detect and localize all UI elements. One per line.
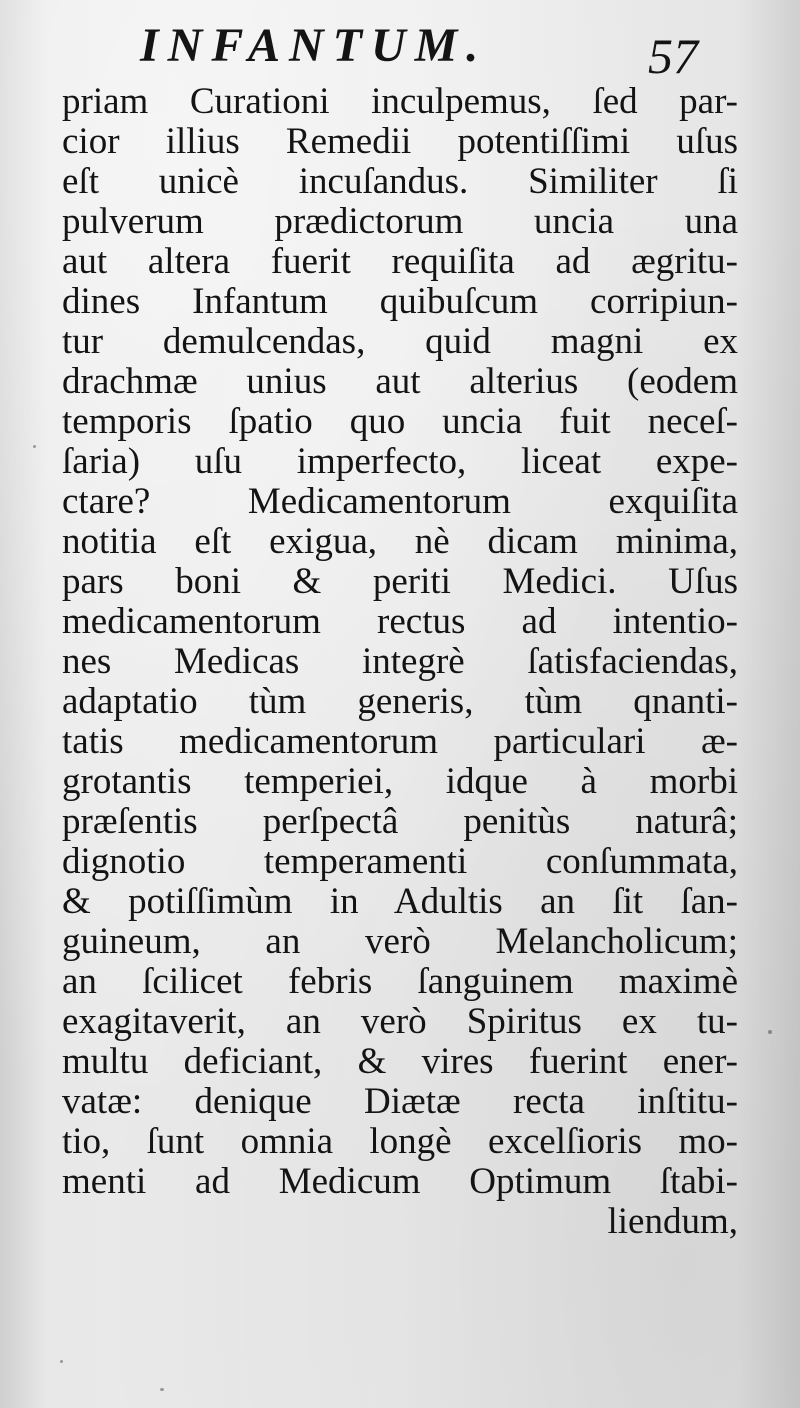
text-line: pulverum prædictorum uncia una <box>62 201 738 242</box>
print-speck <box>160 1388 164 1391</box>
print-speck <box>768 1030 772 1034</box>
text-line: medicamentorum rectus ad intentio- <box>62 601 738 642</box>
text-line: tatis medicamentorum particulari æ- <box>62 721 738 762</box>
text-line: menti ad Medicum Optimum ſtabi- <box>62 1161 738 1202</box>
text-line: ctare? Medicamentorum exquiſita <box>62 481 738 522</box>
page-header <box>0 14 800 84</box>
text-line: multu deficiant, & vires fuerint ener- <box>62 1041 738 1082</box>
text-line: exagitaverit, an verò Spiritus ex tu- <box>62 1001 738 1042</box>
body-text <box>62 82 738 1242</box>
text-line: tio, ſunt omnia longè excelſioris mo- <box>62 1121 738 1162</box>
text-line: dignotio temperamenti conſummata, <box>62 841 738 882</box>
text-line: ſaria) uſu imperfecto, liceat expe- <box>62 441 738 482</box>
text-line: vatæ: denique Diætæ recta inſtitu- <box>62 1081 738 1122</box>
text-line-last: liendum, <box>607 1201 738 1242</box>
text-line: cior illius Remedii potentiſſimi uſus <box>62 121 738 162</box>
text-line: grotantis temperiei, idque à morbi <box>62 761 738 802</box>
text-line: temporis ſpatio quo uncia fuit neceſ- <box>62 401 738 442</box>
text-line: præſentis perſpectâ penitùs naturâ; <box>62 801 738 842</box>
text-line: drachmæ unius aut alterius (eodem <box>62 361 738 402</box>
text-line: nes Medicas integrè ſatisfaciendas, <box>62 641 738 682</box>
text-line: an ſcilicet febris ſanguinem maximè <box>62 961 738 1002</box>
print-speck <box>33 445 36 448</box>
text-line: & potiſſimùm in Adultis an ſit ſan- <box>62 881 738 922</box>
text-line: dines Infantum quibuſcum corripiun- <box>62 281 738 322</box>
text-line: adaptatio tùm generis, tùm qnanti- <box>62 681 738 722</box>
text-line: aut altera fuerit requiſita ad ægritu- <box>62 241 738 282</box>
text-line: priam Curationi inculpemus, ſed par- <box>62 81 738 122</box>
text-line: eſt unicè incuſandus. Similiter ſi <box>62 161 738 202</box>
print-speck <box>60 1360 63 1363</box>
running-head: INFANTUM. <box>140 19 488 72</box>
page-number: 57 <box>648 28 698 84</box>
text-line: pars boni & periti Medici. Uſus <box>62 561 738 602</box>
text-line: guineum, an verò Melancholicum; <box>62 921 738 962</box>
text-line: notitia eſt exigua, nè dicam minima, <box>62 521 738 562</box>
text-line: tur demulcendas, quid magni ex <box>62 321 738 362</box>
